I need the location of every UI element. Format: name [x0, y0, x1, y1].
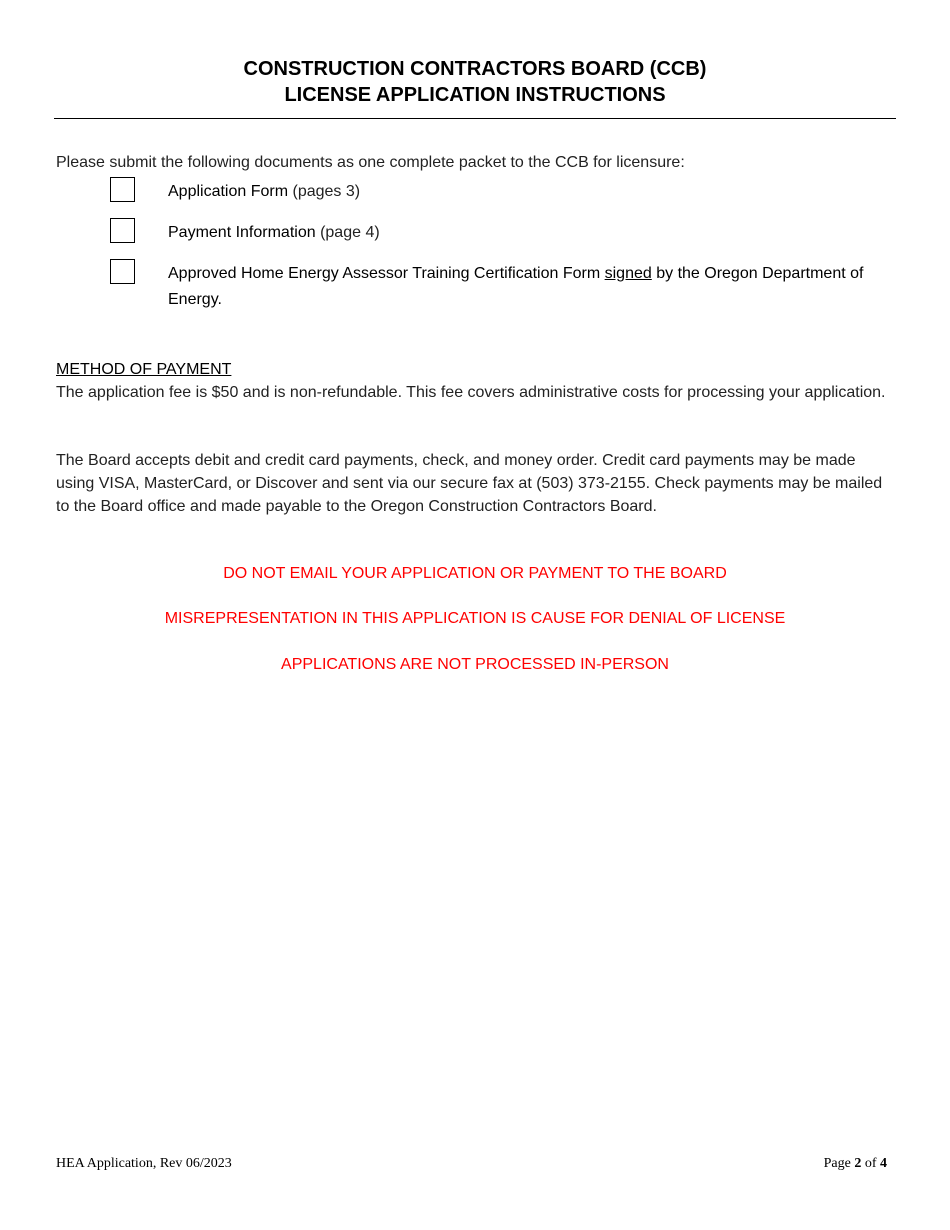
page-separator: of — [861, 1156, 880, 1171]
warning-misrepresentation: MISREPRESENTATION IN THIS APPLICATION IS CAUSE FOR DENIAL OF LICENSE — [164, 610, 786, 627]
checkbox-certification-form[interactable] — [110, 259, 135, 284]
intro-text: Please submit the following documents as one complete packet to the CCB for licensure: — [56, 154, 685, 171]
warning-no-email: DO NOT EMAIL YOUR APPLICATION OR PAYMENT TO THE BOARD — [223, 565, 727, 582]
warning-not-in-person: APPLICATIONS ARE NOT PROCESSED IN-PERSON — [281, 656, 669, 673]
header-divider — [54, 118, 896, 119]
checklist-label — [168, 220, 888, 246]
checklist-item-note: (page 4) — [315, 224, 380, 241]
checklist-item-signed-emphasis: signed — [604, 265, 652, 282]
checklist-label — [168, 261, 888, 313]
checkbox-application-form[interactable] — [110, 177, 135, 202]
checklist-item-title-start: Approved Home Energy Assessor Training Certification Form — [168, 265, 605, 282]
method-of-payment-heading: METHOD OF PAYMENT — [56, 361, 232, 378]
payment-methods-paragraph: The Board accepts debit and credit card payments, check, and money order. Credit card payments may be made using VISA, MasterCard, or Discover and sent via our secure fax at (503) 373-2155. Check payments may be mailed to the Board office and made payable to the Oregon Construction Contractors Board. — [56, 452, 883, 515]
payment-fee-paragraph: The application fee is $50 and is non-refundable. This fee covers administrative costs for processing your application. — [56, 384, 886, 401]
checklist-item-note: (pages 3) — [288, 183, 361, 200]
title-line-2: LICENSE APPLICATION INSTRUCTIONS — [284, 84, 666, 106]
footer-page-number — [824, 1155, 887, 1173]
page-title — [0, 56, 950, 108]
checklist-item-title: Application Form — [168, 183, 289, 200]
checklist-item-title: Payment Information — [168, 224, 316, 241]
title-line-1: CONSTRUCTION CONTRACTORS BOARD (CCB) — [243, 58, 707, 80]
page-current: 2 — [854, 1156, 862, 1171]
page-total: 4 — [880, 1156, 887, 1171]
checklist-item-title-end: by the Oregon Department of Energy. — [168, 265, 864, 308]
footer-revision: HEA Application, Rev 06/2023 — [56, 1156, 232, 1171]
checklist-label — [168, 179, 888, 205]
checkbox-payment-information[interactable] — [110, 218, 135, 243]
page-prefix: Page — [823, 1156, 855, 1171]
